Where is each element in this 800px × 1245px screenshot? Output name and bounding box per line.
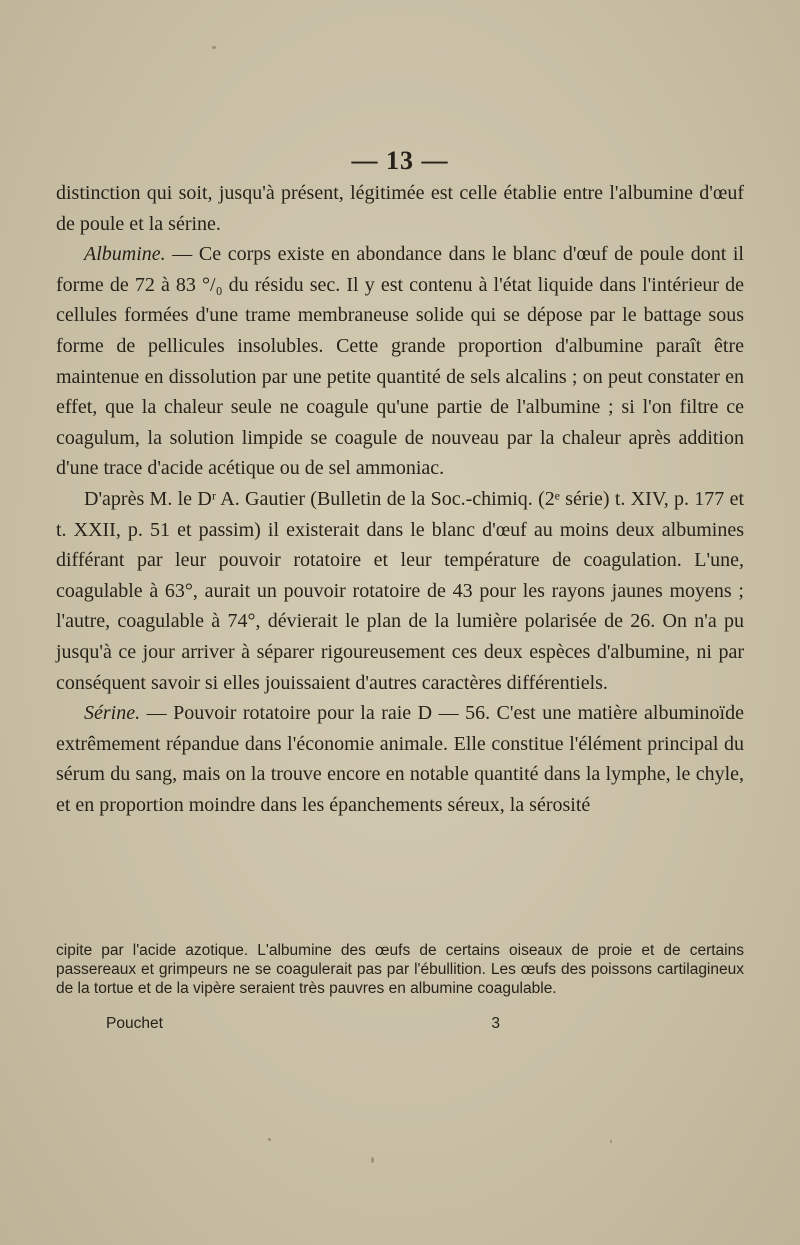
paper-speck [212,46,216,49]
paper-speck [610,1140,612,1143]
section-lead-albumine: Albumine. [84,243,166,266]
main-text [56,178,744,820]
signature-mark: Pouchet [106,1015,163,1032]
page-number: — 13 — [351,146,449,175]
paragraph-serine [56,698,744,820]
paragraph-text: distinction qui soit, jusqu'à présent, légitimée est celle établie entre l'albumine d'œuf de poule et la sérine. [56,182,744,235]
footnote [56,942,744,998]
paragraph-text: — Ce corps existe en abondance dans le blanc d'œuf de poule dont il forme de 72 à 83 °/₀ du résidu sec. Il y est contenu à l'état liquide dans l'intérieur de cellules formées d'une trame membraneuse solide qui se dépose par le battage sous forme de pellicules insolubles. Cette grande proportion d'albumine paraît être maintenue en dissolution par une petite quantité de sels alcalins ; on peut constater en effet, que la chaleur seule ne coagule qu'une partie de l'albumine ; si l'on filtre ce coagulum, la solution limpide se coagule de nouveau par la chaleur après addition d'une trace d'acide acétique ou de sel ammoniac. [56,243,744,480]
paragraph-gautier [56,484,744,698]
paper-speck [268,1138,271,1141]
paragraph-continuation [56,178,744,239]
paper-speck [371,1157,374,1163]
sheet-number: 3 [491,1015,500,1032]
section-lead-serine: Sérine. [84,702,141,725]
paragraph-text: D'après M. le Dʳ A. Gautier (Bulletin de la Soc.-chimiq. (2ᵉ série) t. XIV, p. 177 et t. XXII, p. 51 et passim) il existerait dans le blanc d'œuf au moins deux albumines différant par leur pouvoir rotatoire et leur température de coagulation. L'une, coagulable à 63°, aurait un pouvoir rotatoire de 43 pour les rayons jaunes moyens ; l'autre, coagulable à 74°, dévierait le plan de la lumière polarisée de 26. On n'a pu jusqu'à ce jour arriver à séparer rigoureusement ces deux espèces d'albumine, ni par conséquent savoir si elles jouissaient d'autres caractères différentiels. [56,487,744,694]
paragraph-text: — Pouvoir rotatoire pour la raie D — 56. C'est une matière albuminoïde extrêmement répandue dans l'économie animale. Elle constitue l'élément principal du sérum du sang, mais on la trouve encore en notable quantité dans la lymphe, le chyle, et en proportion moindre dans les épanchements séreux, la sérosité [56,702,744,816]
footnote-text: cipite par l'acide azotique. L'albumine des œufs de certains oiseaux de proie et de certains passereaux et grimpeurs ne se coagulerait pas par l'ébullition. Les œufs des poissons cartilagineux de la tortue et de la vipère seraient très pauvres en albumine coagulable. [56,942,744,997]
paragraph-albumine [56,239,744,484]
